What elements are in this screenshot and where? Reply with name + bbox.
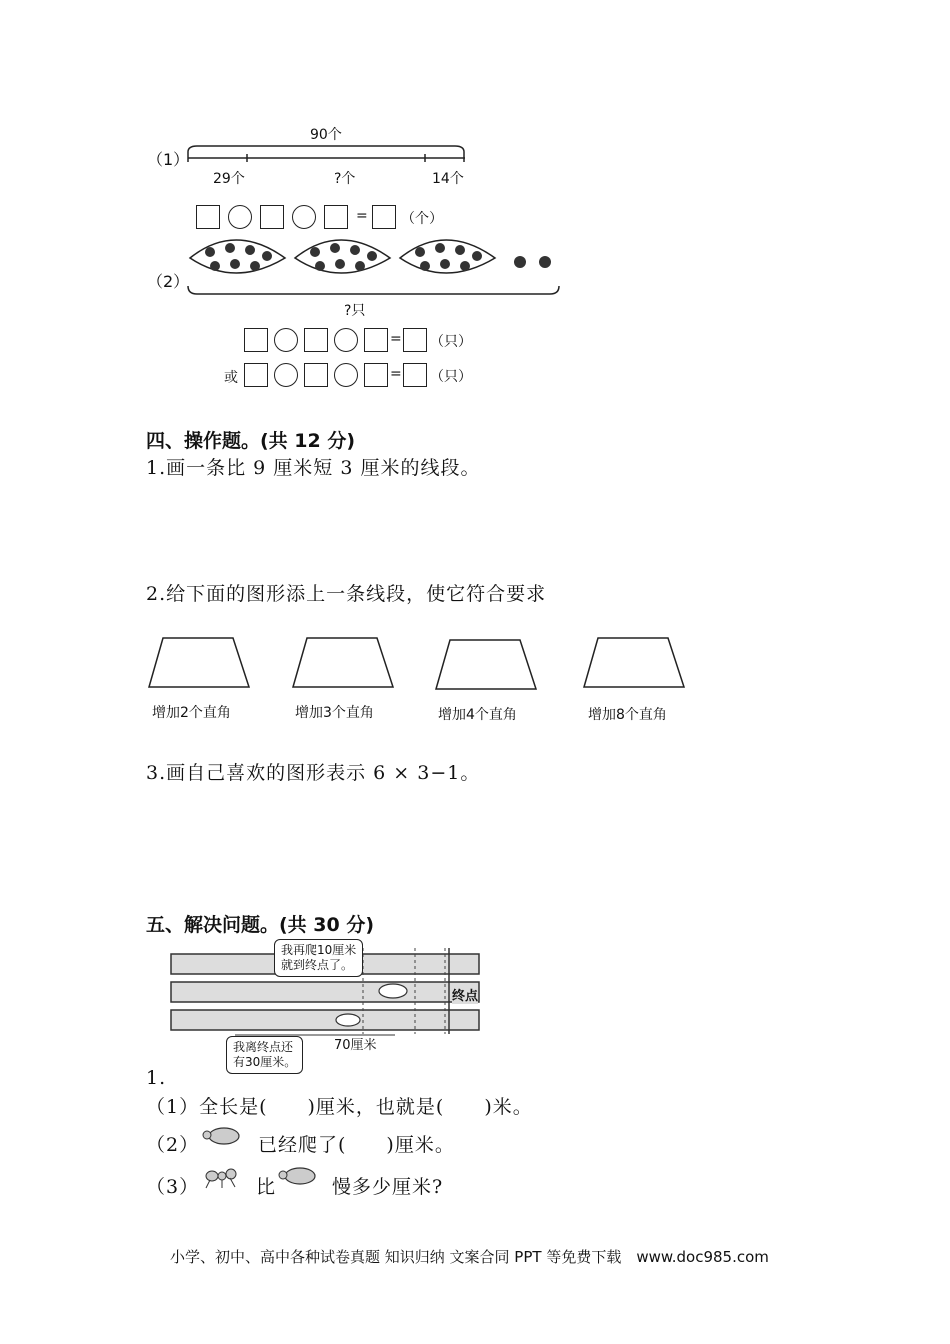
- section4-heading: 四、操作题。(共 12 分): [146, 430, 356, 452]
- operator-circle[interactable]: [334, 328, 358, 352]
- answer-box[interactable]: [403, 328, 427, 352]
- trapezoid-2: [293, 638, 393, 687]
- operator-circle[interactable]: [274, 363, 298, 387]
- diagram1-bar: [185, 140, 470, 170]
- section5-heading: 五、解决问题。(共 30 分): [146, 914, 375, 936]
- trapezoid-3: [436, 640, 536, 689]
- unit-label: （只）: [430, 369, 472, 385]
- section5-q3-suffix: 慢多少厘米?: [332, 1176, 444, 1198]
- operator-circle[interactable]: [334, 363, 358, 387]
- alt-prefix: 或: [224, 370, 238, 386]
- answer-box[interactable]: [244, 328, 268, 352]
- footer-text: 小学、初中、高中各种试卷真题 知识归纳 文案合同 PPT 等免费下载 www.doc985.com: [170, 1248, 769, 1266]
- shape-label-4: 增加8个直角: [588, 707, 667, 723]
- diagram2-leaves: [185, 230, 565, 300]
- diagram1-seg2: ?个: [334, 171, 356, 187]
- operator-circle[interactable]: [228, 205, 252, 229]
- diagram2-label: （2）: [147, 272, 190, 291]
- section5-q-num: 1.: [146, 1067, 167, 1089]
- diagram1-seg1: 29个: [213, 171, 245, 187]
- trapezoid-1: [149, 638, 249, 687]
- answer-box[interactable]: [244, 363, 268, 387]
- unit-label: （个）: [401, 211, 443, 227]
- ant-icon: [336, 1014, 360, 1026]
- answer-box[interactable]: [372, 205, 396, 229]
- turtle-icon: [200, 1122, 244, 1148]
- turtle-speech-bubble: 我再爬10厘米 就到终点了。: [274, 939, 363, 977]
- answer-box[interactable]: [364, 328, 388, 352]
- unit-label: （只）: [430, 334, 472, 350]
- turtle-icon: [276, 1162, 320, 1188]
- shape-label-2: 增加3个直角: [295, 705, 374, 721]
- answer-box[interactable]: [364, 363, 388, 387]
- answer-box[interactable]: [196, 205, 220, 229]
- shape-label-1: 增加2个直角: [152, 705, 231, 721]
- answer-box[interactable]: [403, 363, 427, 387]
- answer-box[interactable]: [324, 205, 348, 229]
- section5-q2-suffix: 已经爬了( )厘米。: [258, 1134, 455, 1156]
- turtle-icon: [379, 984, 407, 998]
- diagram1-seg3: 14个: [432, 171, 464, 187]
- trapezoid-4: [584, 638, 684, 687]
- shape-label-3: 增加4个直角: [438, 707, 517, 723]
- trapezoid-shapes: [145, 632, 705, 692]
- ant-icon: [200, 1160, 242, 1190]
- equals-sign: =: [390, 331, 402, 347]
- length-label: 70厘米: [334, 1038, 377, 1053]
- equals-sign: =: [356, 208, 368, 224]
- section4-q1: 1.画一条比 9 厘米短 3 厘米的线段。: [146, 457, 481, 479]
- diagram2-total: ?只: [344, 303, 366, 319]
- ant-speech-bubble: 我离终点还 有30厘米。: [226, 1036, 303, 1074]
- answer-box[interactable]: [304, 363, 328, 387]
- diagram1-label: （1）: [147, 150, 190, 169]
- section5-q3-prefix: （3）: [146, 1176, 200, 1198]
- equals-sign: =: [390, 366, 402, 382]
- answer-box[interactable]: [260, 205, 284, 229]
- section4-q2: 2.给下面的图形添上一条线段，使它符合要求: [146, 583, 547, 605]
- answer-box[interactable]: [304, 328, 328, 352]
- operator-circle[interactable]: [292, 205, 316, 229]
- section5-q2-prefix: （2）: [146, 1134, 200, 1156]
- finish-label: 终点: [452, 985, 478, 1004]
- diagram1-total: 90个: [310, 127, 342, 143]
- operator-circle[interactable]: [274, 328, 298, 352]
- section5-q1: （1）全长是( )厘米，也就是( )米。: [146, 1096, 533, 1118]
- section4-q3: 3.画自己喜欢的图形表示 6 × 3−1。: [146, 762, 481, 784]
- section5-q3-mid: 比: [256, 1176, 277, 1198]
